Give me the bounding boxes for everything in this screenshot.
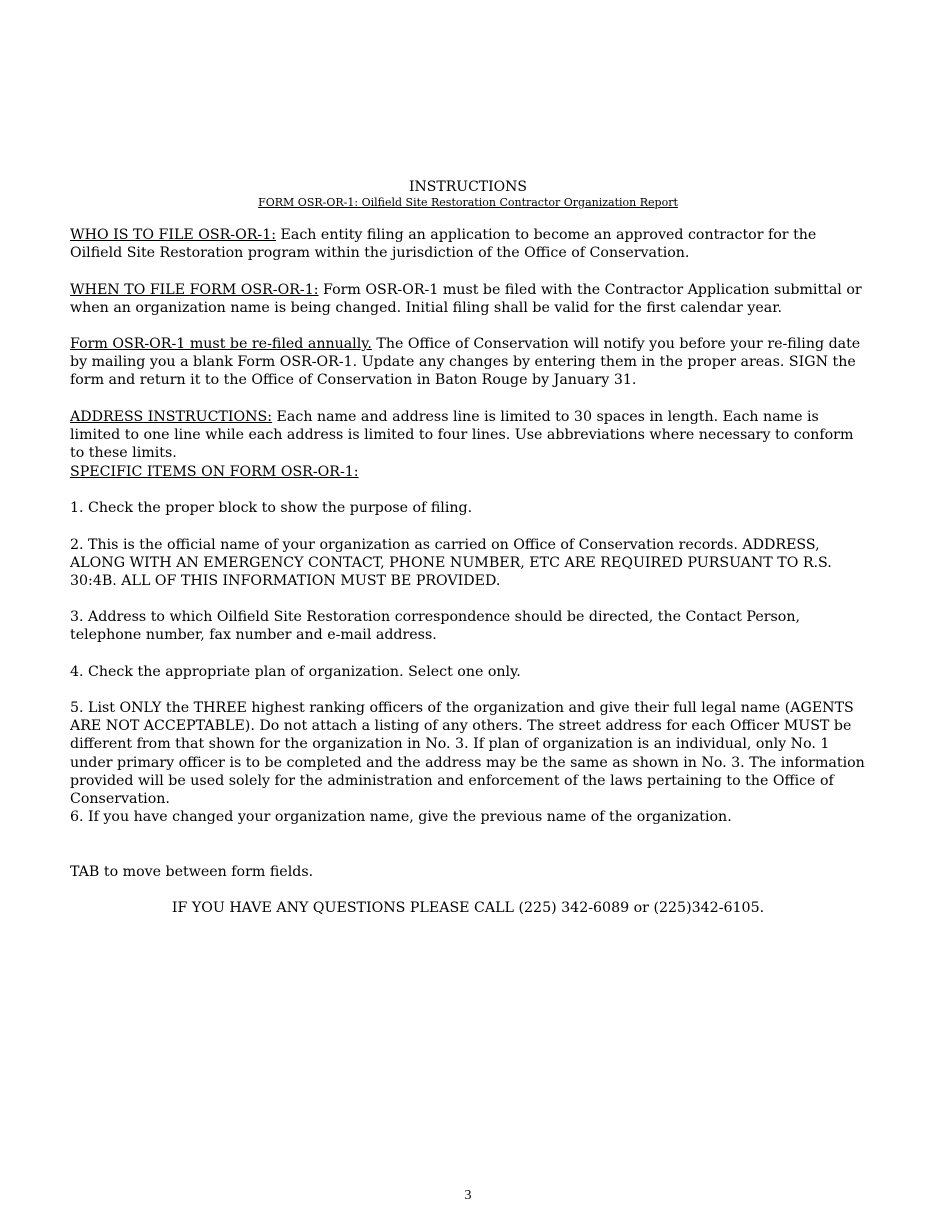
address-instructions-label: ADDRESS INSTRUCTIONS: (70, 409, 273, 425)
who-to-file-label: WHO IS TO FILE OSR-OR-1: (70, 227, 277, 243)
when-to-file-text: Form OSR-OR-1 must be filed with the Contractor Application submittal or when an organization name is being changed. Initial filing shall be valid for the first calendar year. (70, 282, 862, 317)
when-to-file-label: WHEN TO FILE FORM OSR-OR-1: (70, 282, 319, 298)
specific-items-heading: SPECIFIC ITEMS ON FORM OSR-OR-1: (70, 464, 359, 480)
item-4: 4. Check the appropriate plan of organization. Select one only. (70, 664, 521, 680)
item-5: 5. List ONLY the THREE highest ranking officers of the organization and give their full legal name (AGENTS ARE NOT ACCEPTABLE). Do not attach a listing of any others. The street address for each Officer MUST be different from that shown for the organization in No. 3. If plan of organization is an individual, only No. 1 under primary officer is to be completed and the address may be the same as shown in No. 3. The information provided will be used solely for the administration and enforcement of the laws pertaining to the Office of Conservation. (70, 700, 865, 808)
page-subtitle: FORM OSR-OR-1: Oilfield Site Restoration Contractor Organization Report (258, 196, 678, 209)
item-6: 6. If you have changed your organization name, give the previous name of the organization. (70, 809, 732, 825)
address-instructions-text: Each name and address line is limited to 30 spaces in length. Each name is limited to one line while each address is limited to four lines. Use abbreviations where necessary to conform to these limits. (70, 409, 854, 462)
page-title: INSTRUCTIONS (409, 179, 527, 195)
who-to-file-paragraph (70, 226, 870, 262)
refile-paragraph (70, 335, 870, 390)
refile-label: Form OSR-OR-1 must be re-filed annually. (70, 336, 372, 352)
who-to-file-text: Each entity filing an application to become an approved contractor for the Oilfield Site Restoration program within the jurisdiction of the Office of Conservation. (70, 227, 817, 262)
item-2: 2. This is the official name of your organization as carried on Office of Conservation records. ADDRESS, ALONG WITH AN EMERGENCY CONTACT, PHONE NUMBER, ETC ARE REQUIRED PURSUANT TO R.S. 30:4B. ALL OF THIS INFORMATION MUST BE PROVIDED. (70, 537, 832, 590)
questions-contact: IF YOU HAVE ANY QUESTIONS PLEASE CALL (225) 342-6089 or (225)342-6105. (171, 900, 765, 916)
page-number: 3 (464, 1188, 472, 1203)
address-instructions-paragraph (70, 408, 870, 463)
when-to-file-paragraph (70, 281, 870, 317)
item-3: 3. Address to which Oilfield Site Restoration correspondence should be directed, the Contact Person, telephone number, fax number and e-mail address. (70, 609, 800, 644)
item-1: 1. Check the proper block to show the purpose of filing. (70, 500, 473, 516)
refile-text: The Office of Conservation will notify you before your re-filing date by mailing you a blank Form OSR-OR-1. Update any changes by entering them in the proper areas. SIGN the form and return it to the Office of Conservation in Baton Rouge by January 31. (70, 336, 861, 389)
tab-note: TAB to move between form fields. (70, 864, 314, 880)
